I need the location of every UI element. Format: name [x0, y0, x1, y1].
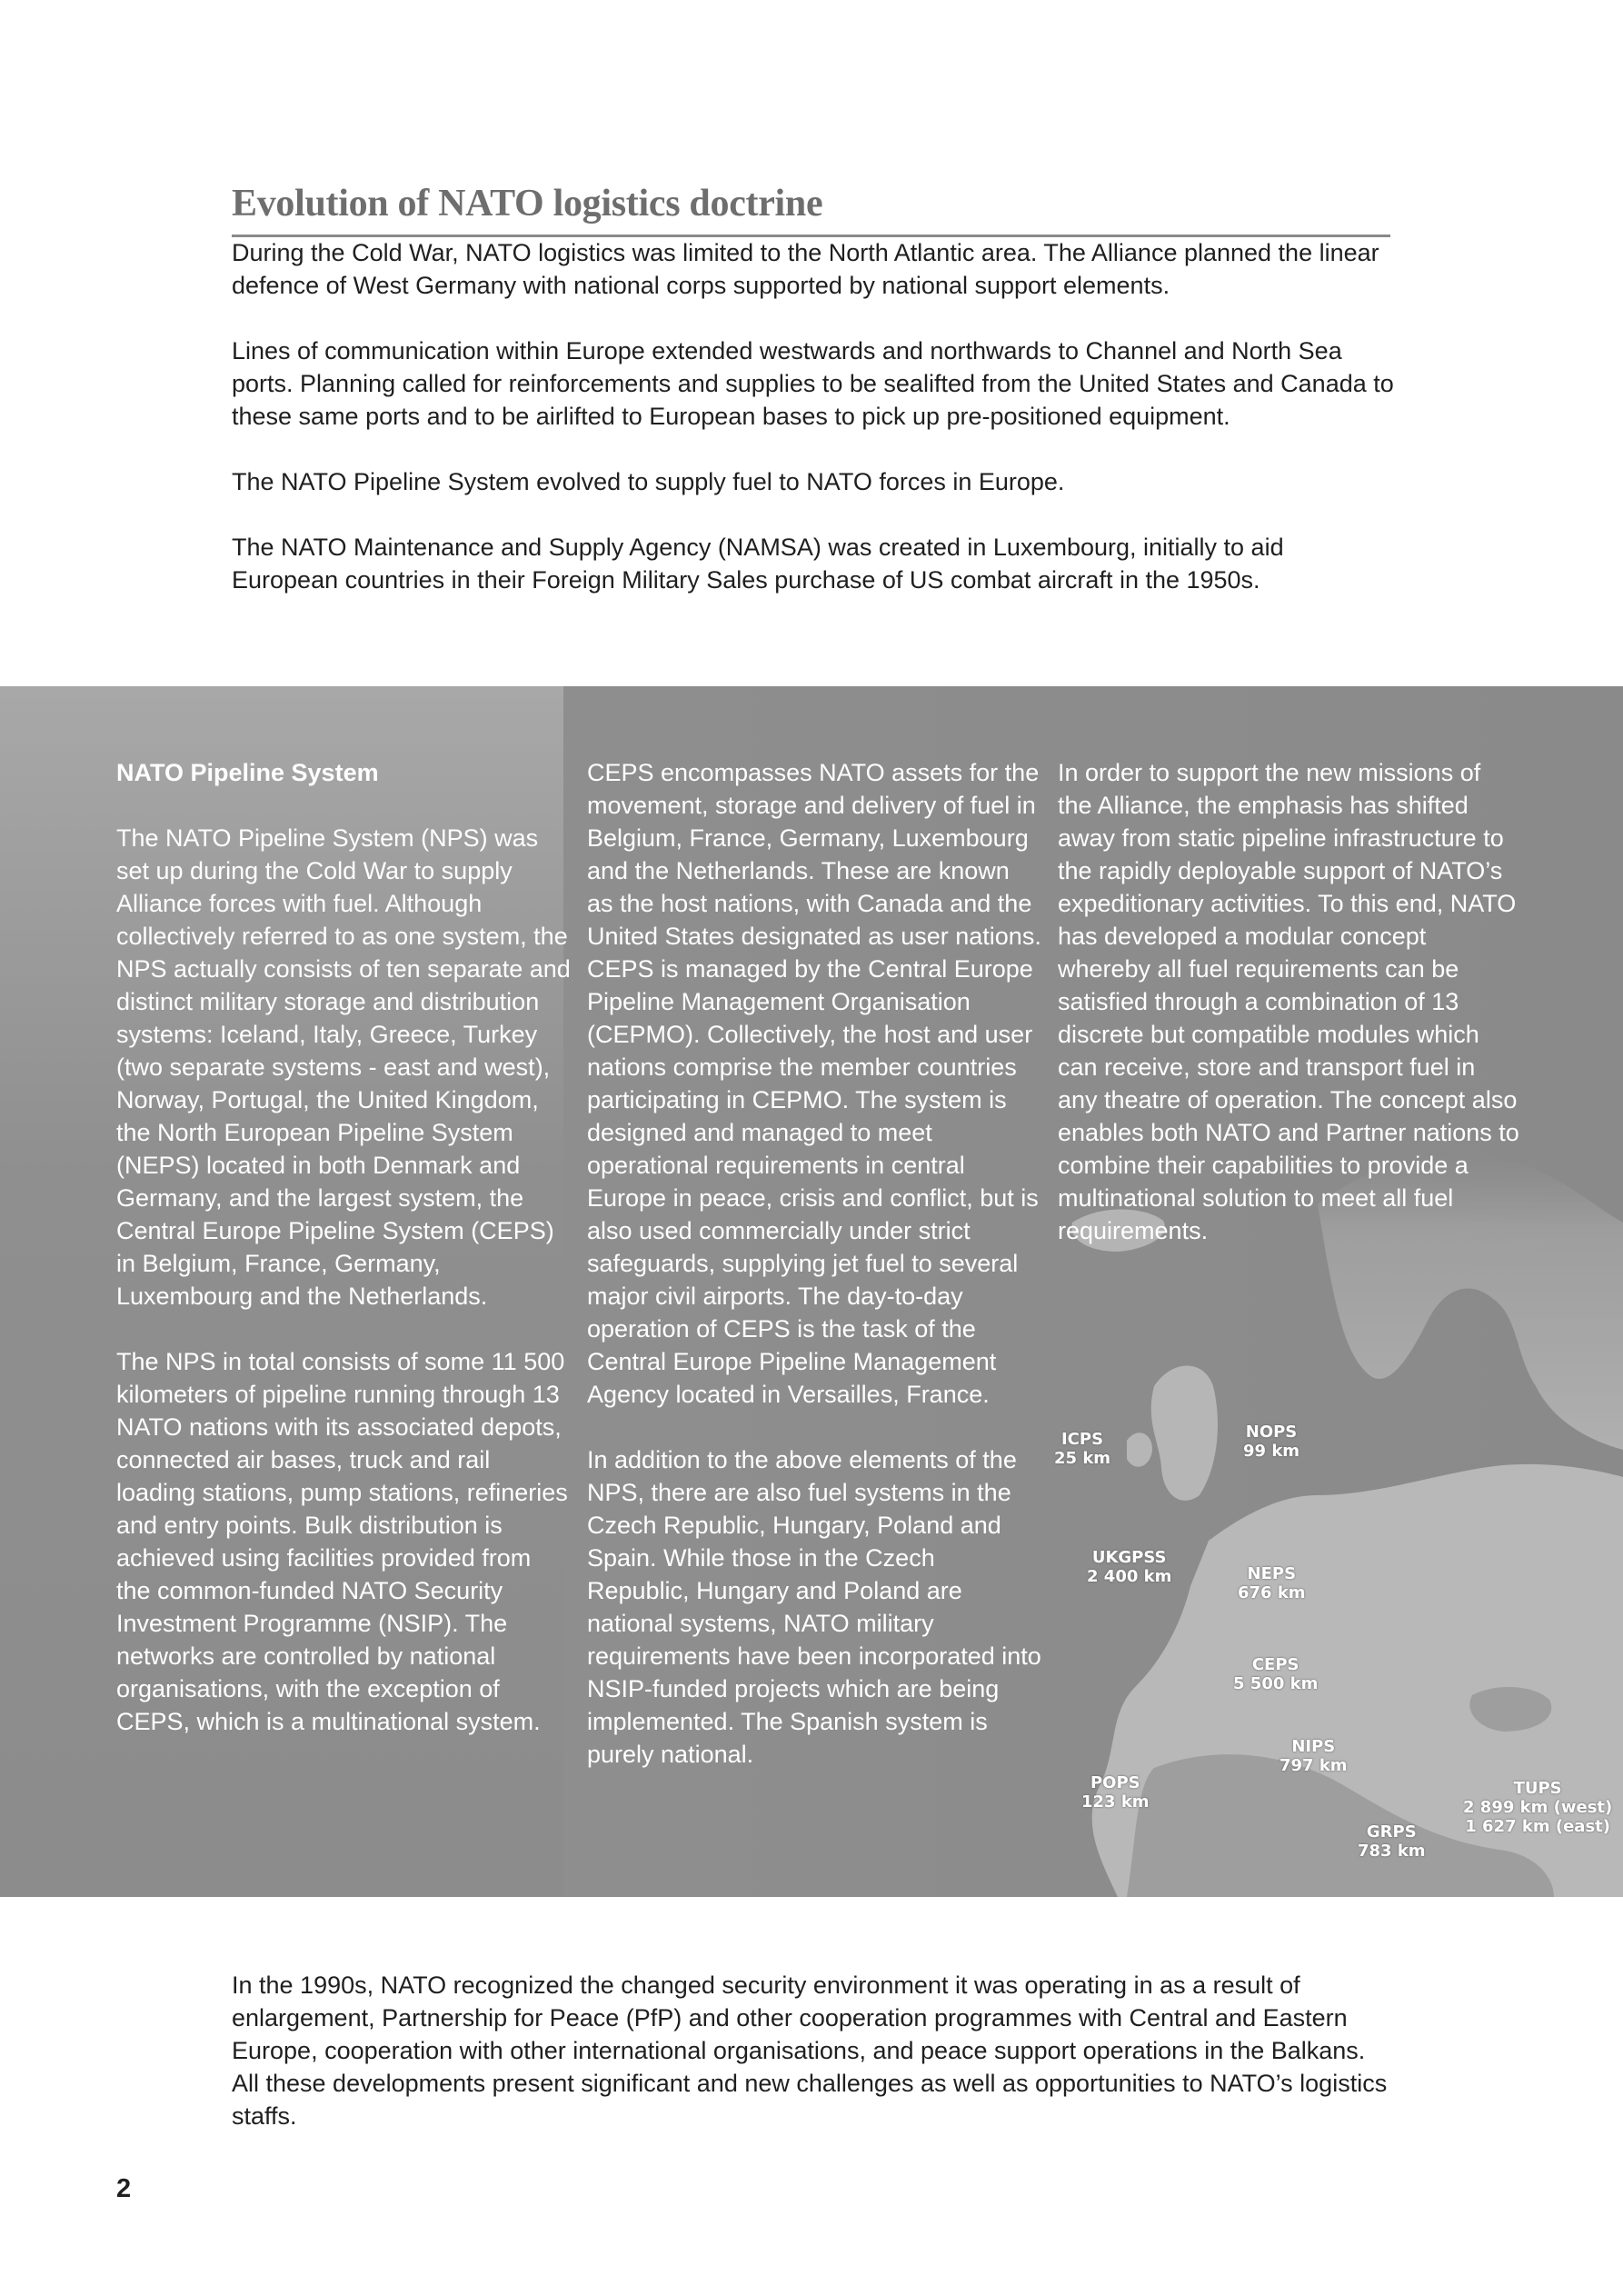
map-label-tups: TUPS 2 899 km (west) 1 627 km (east) [1463, 1779, 1613, 1836]
intro-paragraph: Lines of communication within Europe extended westwards and northwards to Channel and North Sea ports. Planning called for reinforcements and supplies to be sealifted from the United States and Canada to these same ports and to be airlifted to European bases to pick up pre-positioned equipment. [232, 337, 1394, 430]
intro-paragraph: The NATO Pipeline System evolved to supply fuel to NATO forces in Europe. [232, 468, 1065, 495]
sidebar-column-3 [1058, 756, 1521, 1280]
intro-section [232, 236, 1395, 629]
map-label-ceps: CEPS 5 500 km [1233, 1655, 1319, 1693]
british-isles-land [1127, 1366, 1218, 1501]
map-label-nips: NIPS 797 km [1279, 1737, 1348, 1775]
sidebar-paragraph: The NATO Pipeline System (NPS) was set up during the Cold War to supply Alliance forces with fuel. Although collectively referred to as one system, the NPS actually consists of ten separate and distinct military storage and distribution systems: Iceland, Italy, Greece, Turkey (two separate systems - east and west), Norway, Portugal, the United Kingdom, the North European Pipeline System (NEPS) located in both Denmark and Germany, and the largest system, the Central Europe Pipeline System (CEPS) in Belgium, France, Germany, Luxembourg and the Netherlands. [116, 824, 571, 1310]
map-label-ukgpss: UKGPSS 2 400 km [1087, 1548, 1172, 1586]
sidebar-column-1 [116, 756, 571, 1771]
sidebar-paragraph: In addition to the above elements of the NPS, there are also fuel systems in the Czech Republic, Hungary, Poland and Spain. While those in the Czech Republic, Hungary and Poland are national systems, NATO military requirements have been incorporated into NSIP-funded projects which are being implemented. The Spanish system is purely national. [587, 1446, 1041, 1768]
sidebar-paragraph: CEPS encompasses NATO assets for the movement, storage and delivery of fuel in Belgium, France, Germany, Luxembourg and the Netherlands. These are known as the host nations, with Canada and the United States designated as user nations. CEPS is managed by the Central Europe Pipeline Management Organisation (CEPMO). Collectively, the host and user nations comprise the member countries participating in CEPMO. The system is designed and managed to meet operational requirements in central Europe in peace, crisis and conflict, but is also used commercially under strict safeguards, supplying jet fuel to several major civil airports. The day-to-day operation of CEPS is the task of the Central Europe Pipeline Management Agency located in Versailles, France. [587, 759, 1041, 1408]
page-title: Evolution of NATO logistics doctrine [232, 182, 1390, 237]
map-label-nops: NOPS 99 km [1243, 1423, 1300, 1461]
map-label-pops: POPS 123 km [1081, 1773, 1150, 1812]
sidebar-column-2 [587, 756, 1041, 1803]
map-label-neps: NEPS 676 km [1238, 1564, 1306, 1602]
closing-section [232, 1969, 1395, 2132]
sidebar-paragraph: The NPS in total consists of some 11 500 kilometers of pipeline running through 13 NATO nations with its associated depots, connected air bases, truck and rail loading stations, pump stations, refineries and entry points. Bulk distribution is achieved using facilities provided from the common-funded NATO Security Investment Programme (NSIP). The networks are controlled by national organisations, with the exception of CEPS, which is a multinational system. [116, 1348, 568, 1735]
intro-paragraph: During the Cold War, NATO logistics was limited to the North Atlantic area. The Alliance planned the linear defence of West Germany with national corps supported by national support elements. [232, 239, 1379, 299]
closing-paragraph: In the 1990s, NATO recognized the changed security environment it was operating in as a result of enlargement, Partnership for Peace (PfP) and other cooperation programmes with Central and Eastern Europe, cooperation with other international organisations, and peace support operations in the Balkans. All these developments present significant and new challenges as well as opportunities to NATO’s logistics staffs. [232, 1972, 1388, 2130]
map-label-grps: GRPS 783 km [1358, 1822, 1426, 1861]
sidebar-heading: NATO Pipeline System [116, 759, 379, 786]
map-label-icps: ICPS 25 km [1054, 1430, 1111, 1468]
intro-paragraph: The NATO Maintenance and Supply Agency (NAMSA) was created in Luxembourg, initially to aid European countries in their Foreign Military Sales purchase of US combat aircraft in the 1950s. [232, 534, 1284, 594]
pipeline-sidebar [0, 686, 1623, 1897]
page-number: 2 [116, 2174, 132, 2203]
sidebar-paragraph: In order to support the new missions of the Alliance, the emphasis has shifted away from static pipeline infrastructure to the rapidly deployable support of NATO’s expeditionary activities. To this end, NATO has developed a modular concept whereby all fuel requirements can be satisfied through a combination of 13 discrete but compatible modules which can receive, store and transport fuel in any theatre of operation. The concept also enables both NATO and Partner nations to combine their capabilities to provide a multinational solution to meet all fuel requirements. [1058, 759, 1519, 1244]
